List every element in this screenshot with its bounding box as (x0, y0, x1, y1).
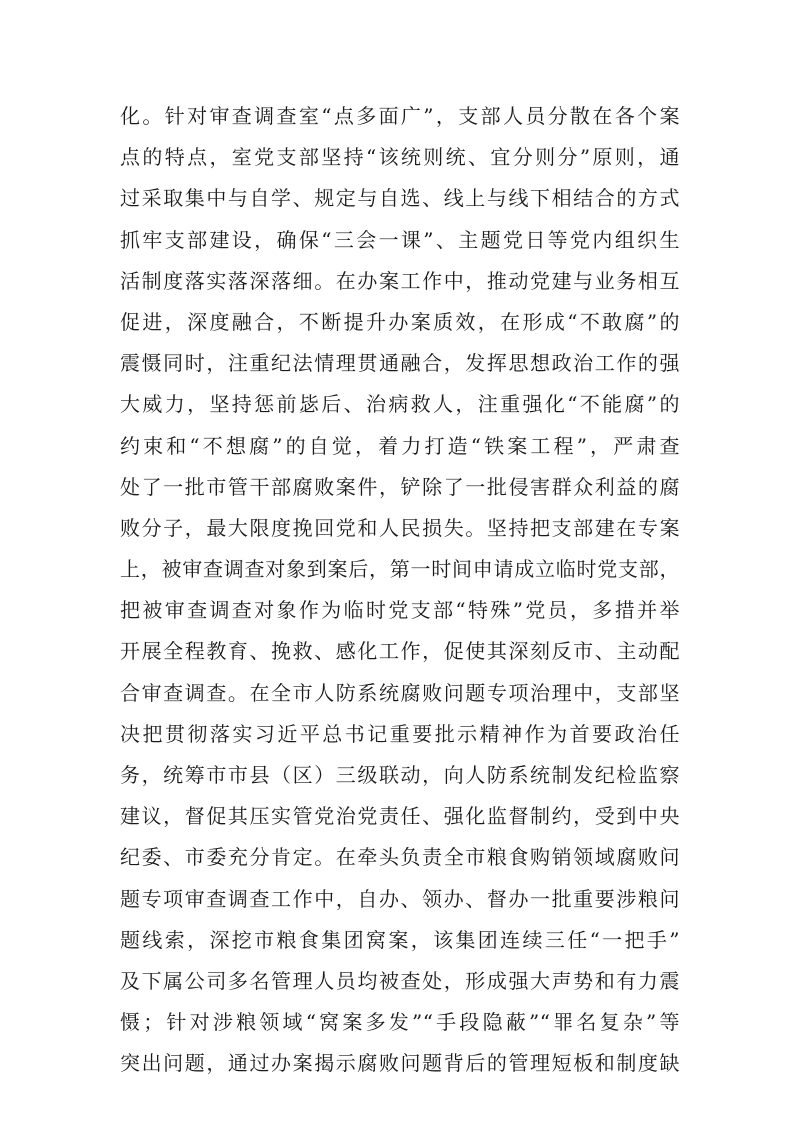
text-line: 大威力，坚持惩前毖后、治病救人，注重强化“不能腐”的 (120, 392, 680, 417)
text-line: 处了一批市管干部腐败案件，铲除了一批侵害群众利益的腐 (120, 474, 680, 499)
text-line: 合审查调查。在全市人防系统腐败问题专项治理中，支部坚 (120, 680, 680, 705)
text-line: 震慑同时，注重纪法情理贯通融合，发挥思想政治工作的强 (120, 351, 680, 376)
text-line: 及下属公司多名管理人员均被查处，形成强大声势和有力震 (120, 968, 680, 993)
text-line: 纪委、市委充分肯定。在牵头负责全市粮食购销领域腐败问 (120, 845, 680, 870)
body-paragraph (120, 96, 680, 1085)
text-line: 败分子，最大限度挽回党和人民损失。坚持把支部建在专案 (120, 515, 680, 540)
text-line: 开展全程教育、挽救、感化工作，促使其深刻反市、主动配 (120, 639, 680, 664)
text-line: 化。针对审查调查室“点多面广”，支部人员分散在各个案 (120, 104, 680, 128)
text-line: 题线索，深挖市粮食集团窝案，该集团连续三任“一把手” (120, 927, 680, 952)
text-line: 过采取集中与自学、规定与自选、线上与线下相结合的方式 (120, 186, 680, 211)
text-line: 决把贯彻落实习近平总书记重要批示精神作为首要政治任 (120, 721, 680, 746)
text-line: 活制度落实落深落细。在办案工作中，推动党建与业务相互 (120, 268, 680, 293)
text-line: 慑；针对涉粮领域“窝案多发”“手段隐蔽”“罪名复杂”等 (120, 1010, 680, 1035)
text-line: 突出问题，通过办案揭示腐败问题背后的管理短板和制度缺 (120, 1051, 680, 1076)
text-line: 把被审查调查对象作为临时党支部“特殊”党员，多措并举 (120, 598, 680, 623)
text-line: 促进，深度融合，不断提升办案质效，在形成“不敢腐”的 (120, 309, 680, 334)
text-line: 务，统筹市市县（区）三级联动，向人防系统制发纪检监察 (120, 763, 680, 787)
text-line: 约束和“不想腐”的自觉，着力打造“铁案工程”，严肃查 (120, 433, 680, 458)
text-line: 上，被审查调查对象到案后，第一时间申请成立临时党支部， (120, 557, 680, 582)
text-line: 题专项审查调查工作中，自办、领办、督办一批重要涉粮问 (120, 886, 680, 911)
text-line: 建议，督促其压实管党治党责任、强化监督制约，受到中央 (120, 804, 680, 829)
text-line: 点的特点，室党支部坚持“该统则统、宜分则分”原则，通 (120, 145, 680, 170)
text-line: 抓牢支部建设，确保“三会一课”、主题党日等党内组织生 (120, 227, 680, 252)
